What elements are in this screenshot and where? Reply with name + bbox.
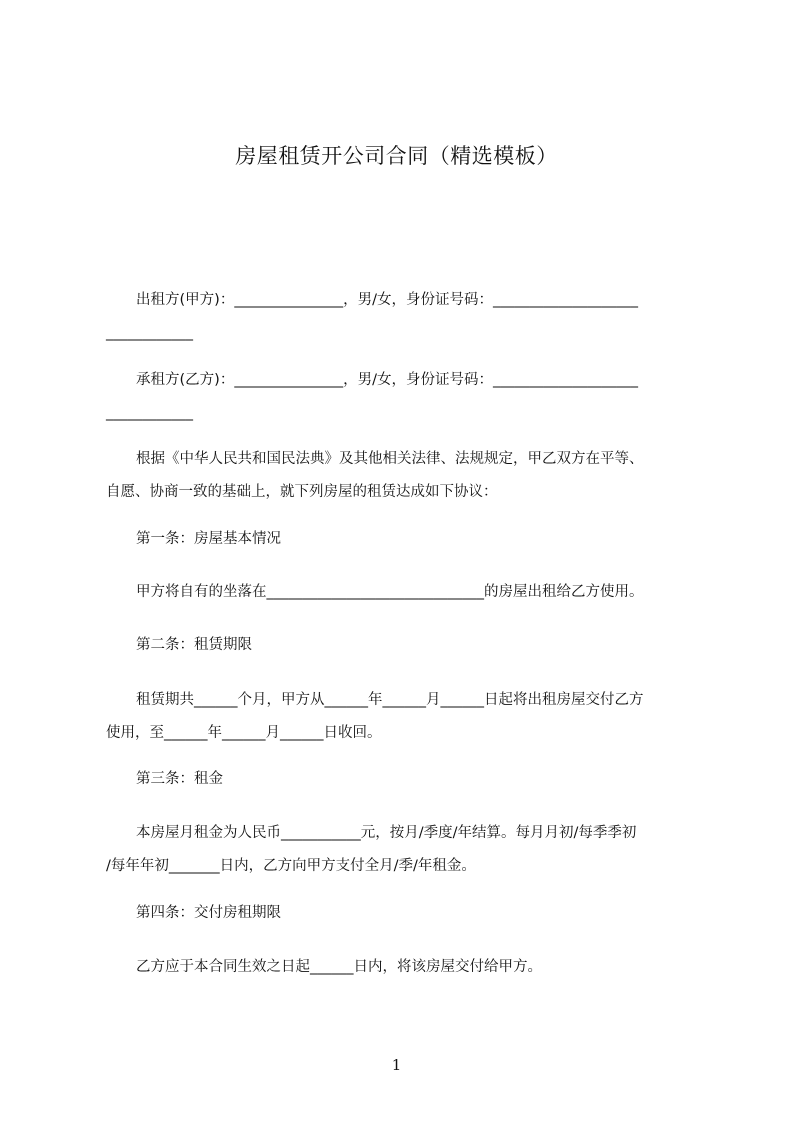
paragraph-line: ____________ — [106, 405, 193, 421]
paragraph-line: 自愿、协商一致的基础上，就下列房屋的租赁达成如下协议： — [106, 484, 498, 500]
paragraph-line: 承租方(乙方)：_______________，男/女，身份证号码：____________________ — [136, 372, 638, 388]
article-2-heading — [106, 629, 706, 662]
article-4-heading — [106, 897, 706, 930]
article-2-body — [106, 684, 706, 750]
article-3-heading — [106, 763, 706, 796]
paragraph-line: 租赁期共______个月，甲方从______年______月______日起将出租房屋交付乙方 — [136, 692, 644, 708]
preamble-paragraph — [106, 443, 706, 509]
article-1-heading — [106, 523, 706, 556]
page-number: 1 — [391, 1056, 402, 1074]
lessor-info-paragraph — [106, 284, 706, 350]
paragraph-line: 使用，至______年______月______日收回。 — [106, 725, 382, 741]
article-4-body — [106, 951, 706, 984]
paragraph-line: 本房屋月租金为人民币___________元，按月/季度/年结算。每月月初/每季季初 — [136, 825, 637, 841]
heading-line: 第四条：交付房租期限 — [136, 905, 281, 921]
heading-line: 第三条：租金 — [136, 771, 223, 787]
document-title: 房屋租赁开公司合同（精选模板） — [235, 144, 558, 168]
heading-line: 第一条：房屋基本情况 — [136, 531, 281, 547]
article-3-body — [106, 817, 706, 883]
paragraph-line: 乙方应于本合同生效之日起______日内，将该房屋交付给甲方。 — [136, 959, 542, 975]
lessee-info-paragraph — [106, 364, 706, 430]
paragraph-line: ____________ — [106, 325, 193, 341]
paragraph-line: 甲方将自有的坐落在______________________________的房屋出租给乙方使用。 — [136, 584, 644, 600]
article-1-body — [106, 576, 706, 609]
paragraph-line: 根据《中华人民共和国民法典》及其他相关法律、法规规定，甲乙双方在平等、 — [136, 451, 644, 467]
paragraph-line: /每年年初_______日内，乙方向甲方支付全月/季/年租金。 — [106, 858, 476, 874]
paragraph-line: 出租方(甲方)：_______________，男/女，身份证号码：____________________ — [136, 292, 638, 308]
heading-line: 第二条：租赁期限 — [136, 637, 252, 653]
